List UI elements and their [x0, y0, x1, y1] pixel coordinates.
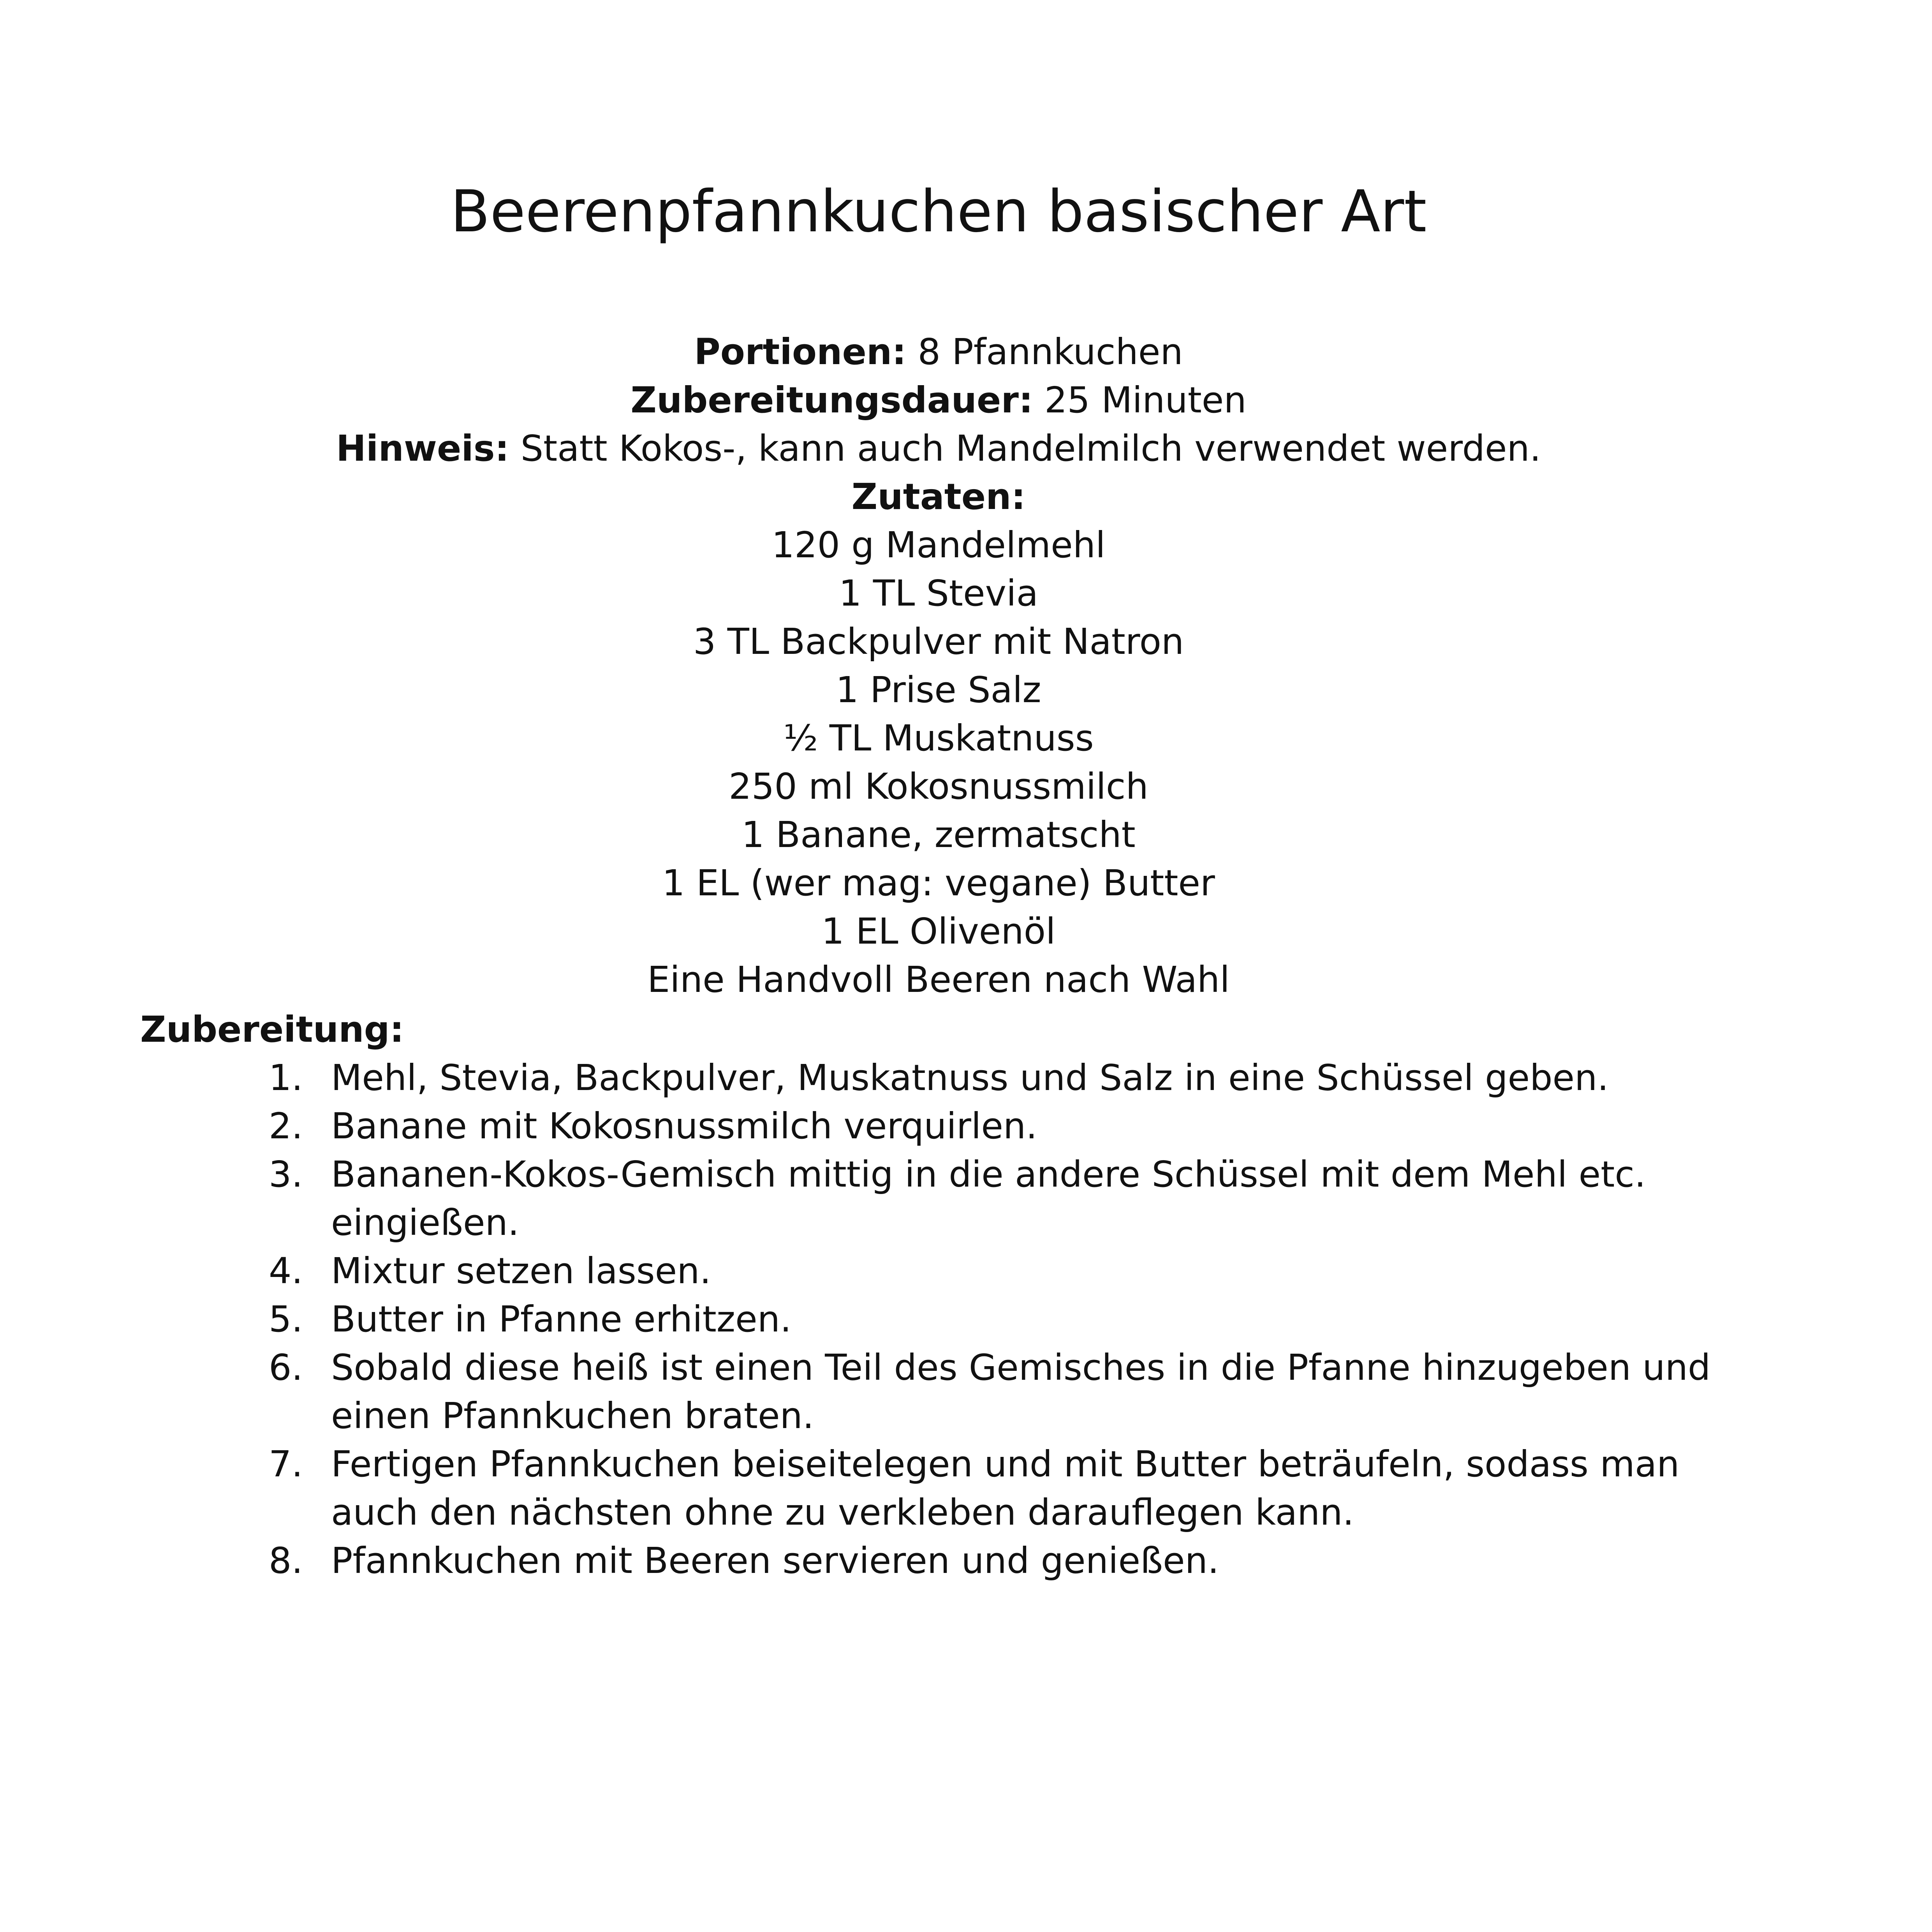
recipe-meta [0, 328, 1877, 1004]
step-item [0, 1344, 1749, 1440]
step-text: Bananen-Kokos-Gemisch mittig in die andere Schüssel mit dem Mehl etc. eingießen. [331, 1154, 1646, 1243]
portionen-line [0, 328, 1877, 376]
step-number: 5. [269, 1298, 303, 1340]
step-text: Fertigen Pfannkuchen beiseitelegen und mit Butter beträufeln, sodass man auch den nächsten ohne zu verkleben darauflegen kann. [331, 1443, 1680, 1533]
step-number: 8. [269, 1540, 303, 1582]
step-item [0, 1054, 1749, 1102]
step-number: 7. [269, 1443, 303, 1485]
ingredient-item: 3 TL Backpulver mit Natron [693, 621, 1184, 662]
step-item [0, 1247, 1749, 1295]
hinweis-line [0, 424, 1877, 473]
step-text: Pfannkuchen mit Beeren servieren und genießen. [331, 1540, 1219, 1582]
step-item [0, 1537, 1749, 1585]
ingredient-item: Eine Handvoll Beeren nach Wahl [647, 959, 1230, 1000]
step-number: 6. [269, 1347, 303, 1388]
ingredient-item: ½ TL Muskatnuss [783, 717, 1094, 759]
ingredient-item: 1 EL Olivenöl [821, 911, 1056, 952]
hinweis-value: Statt Kokos-, kann auch Mandelmilch verwendet werden. [520, 428, 1541, 469]
portionen-value: 8 Pfannkuchen [918, 331, 1183, 373]
step-item [0, 1295, 1749, 1344]
step-number: 2. [269, 1105, 303, 1147]
ingredients-heading-label: Zutaten: [851, 476, 1026, 518]
step-text: Banane mit Kokosnussmilch verquirlen. [331, 1105, 1037, 1147]
page-title: Beerenpfannkuchen basischer Art [450, 178, 1427, 245]
step-number: 3. [269, 1154, 303, 1195]
ingredient-item: 120 g Mandelmehl [771, 524, 1106, 566]
preparation-steps [0, 1054, 1932, 1585]
step-item [0, 1102, 1749, 1150]
dauer-value: 25 Minuten [1044, 379, 1247, 421]
preparation-heading: Zubereitung: [140, 1009, 404, 1050]
ingredient-item: 250 ml Kokosnussmilch [729, 766, 1148, 807]
step-text: Mehl, Stevia, Backpulver, Muskatnuss und Salz in eine Schüssel geben. [331, 1057, 1609, 1099]
step-number: 4. [269, 1250, 303, 1292]
dauer-line [0, 376, 1877, 424]
ingredient-item: 1 TL Stevia [839, 572, 1038, 614]
ingredient-item: 1 EL (wer mag: vegane) Butter [662, 862, 1215, 904]
hinweis-label: Hinweis: [336, 428, 509, 469]
ingredients-heading [0, 473, 1877, 521]
ingredient-item: 1 Prise Salz [836, 669, 1041, 711]
ingredient-item: 1 Banane, zermatscht [741, 814, 1136, 856]
step-text: Mixtur setzen lassen. [331, 1250, 711, 1292]
step-item [0, 1150, 1749, 1247]
step-text: Butter in Pfanne erhitzen. [331, 1298, 792, 1340]
step-item [0, 1440, 1749, 1537]
portionen-label: Portionen: [694, 331, 907, 373]
step-text: Sobald diese heiß ist einen Teil des Gemisches in die Pfanne hinzugeben und einen Pfannkuchen braten. [331, 1347, 1711, 1437]
step-number: 1. [269, 1057, 303, 1099]
dauer-label: Zubereitungsdauer: [630, 379, 1033, 421]
